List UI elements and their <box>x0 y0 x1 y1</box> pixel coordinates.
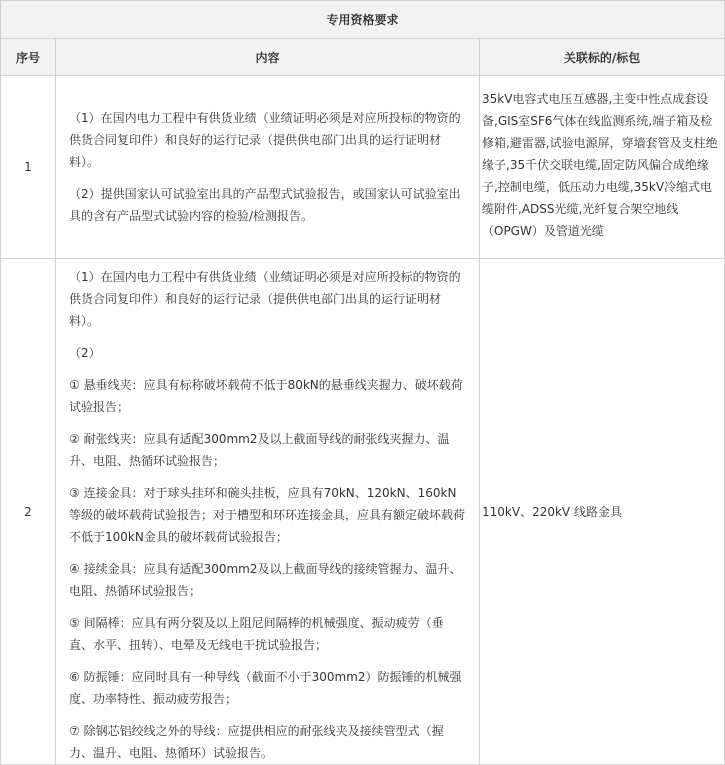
requirement-text: （1）在国内电力工程中有供货业绩（业绩证明必须是对应所投标的物资的供货合同复印件）和良好的运行记录（提供供电部门出具的运行证明材料）。 <box>69 111 461 169</box>
requirement-text: ③ 连接金具：对于球头挂环和碗头挂板，应具有70kN、120kN、160kN等级的破坏载荷试验报告；对于槽型和环环连接金具，应具有额定破坏载荷不低于100kN金具的破坏载荷试验报告； <box>69 486 466 544</box>
row-content <box>56 259 480 765</box>
header-content: 内容 <box>56 39 480 76</box>
requirement-text: （2） <box>69 346 101 360</box>
requirement-text: ⑤ 间隔棒：应具有两分裂及以上阻尼间隔棒的机械强度、振动疲劳（垂直、水平、扭转）、电晕及无线电干扰试验报告； <box>69 616 444 652</box>
header-row <box>1 39 725 76</box>
header-index: 序号 <box>1 39 56 76</box>
requirement-text: ⑦ 除钢芯铝绞线之外的导线：应提供相应的耐张线夹及接续管型式（握力、温升、电阻、热循环）试验报告。 <box>69 724 444 760</box>
row-content <box>56 76 480 259</box>
row-targets: 35kV电容式电压互感器,主变中性点成套设备,GIS室SF6气体在线监测系统,端子箱及检修箱,避雷器,试验电源屏，穿墙套管及支柱绝缘子,35千伏交联电缆,固定防风偏合成绝缘子,控制电缆，低压动力电缆,35kV冷缩式电缆附件,ADSS光缆,光纤复合架空地线（OPGW）及管道光缆 <box>480 76 725 259</box>
header-targets: 关联标的/标包 <box>480 39 725 76</box>
table-title: 专用资格要求 <box>1 1 725 39</box>
row-targets: 110kV、220kV 线路金具 <box>480 259 725 765</box>
requirement-text: （1）在国内电力工程中有供货业绩（业绩证明必须是对应所投标的物资的供货合同复印件）和良好的运行记录（提供供电部门出具的运行证明材料）。 <box>69 270 461 328</box>
table-row <box>1 76 725 259</box>
row-index: 2 <box>1 259 56 765</box>
requirement-text: ⑥ 防振锤：应同时具有一种导线（截面不小于300mm2）防振锤的机械强度、功率特性、振动疲劳报告； <box>69 670 462 706</box>
requirement-text: ① 悬垂线夹：应具有标称破坏载荷不低于80kN的悬垂线夹握力、破坏载荷试验报告； <box>69 378 463 414</box>
row-index: 1 <box>1 76 56 259</box>
requirement-text: ④ 接续金具：应具有适配300mm2及以上截面导线的接续管握力、温升、电阻、热循环试验报告； <box>69 562 462 598</box>
table-row <box>1 259 725 765</box>
requirement-text: ② 耐张线夹：应具有适配300mm2及以上截面导线的耐张线夹握力、温升、电阻、热循环试验报告； <box>69 432 450 468</box>
requirement-text: （2）提供国家认可试验室出具的产品型式试验报告，或国家认可试验室出具的含有产品型式试验内容的检验/检测报告。 <box>69 187 461 223</box>
